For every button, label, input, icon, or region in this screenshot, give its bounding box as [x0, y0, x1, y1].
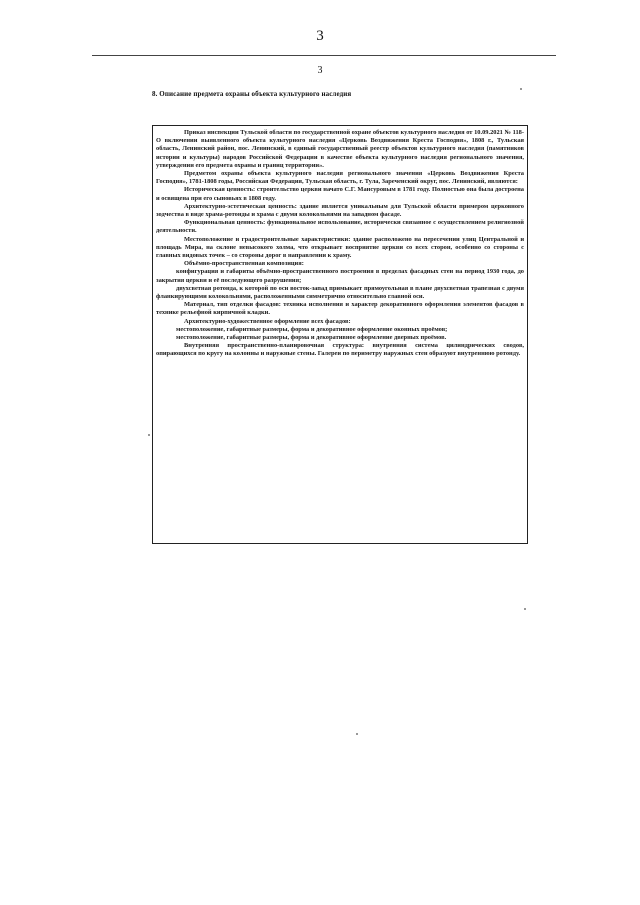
scan-speck — [148, 434, 150, 436]
paragraph-facades: Архитектурно-художественное оформление всех фасадов: — [184, 317, 351, 325]
paragraph-subject: Предметом охраны объекта культурного наследия регионального значения «Церковь Воздвижения Креста Господня», 1781-1808 годы, Российская Федерация, Тульская область, г. Тула, Зареченский округ, пос. Ленинский, являются: — [156, 170, 524, 186]
paragraph-architectural: Архитектурно-эстетическая ценность: здание является уникальным для Тульской области примером церковного зодчества в виде храма-ротонды и храма с двумя колокольнями на западном фасаде. — [156, 202, 524, 219]
scan-speck — [524, 608, 526, 610]
paragraph-historical: Историческая ценность: строительство церкви начато С.Г. Мансуровым в 1781 году. Полностью она была достроена и освящена при его сыновьях в 1808 году. — [156, 186, 524, 202]
paragraph-location: Местоположение и градостроительные характеристики: здание расположено на пересечении улиц Центральной и площадь Мира, на склоне невысокого холма, что открывает восприятие церкви со всех сторон, особенно со стороны с главных видовых точек – со стороны дорог в направлении к храму. — [156, 235, 524, 260]
page-number-inner: 3 — [317, 65, 323, 76]
section-heading: 8. Описание предмета охраны объекта культурного наследия — [152, 90, 352, 98]
header-rule — [92, 55, 556, 56]
page-number-top: 3 — [316, 28, 324, 44]
content-box — [152, 125, 528, 544]
paragraph-functional: Функциональная ценность: функциональное использование, исторически связанное с осуществлением религиозной деятельности. — [156, 219, 524, 235]
paragraph-interior: Внутренняя пространственно-планировочная структура: внутренняя система цилиндрических сводов, опирающихся по кругу на колонны и наружные стены. Галереи по периметру наружных стен образуют внутреннюю ротонду. — [156, 342, 524, 358]
paragraph-doors: местоположение, габаритные размеры, форма и декоративное оформление дверных проёмов. — [176, 334, 447, 342]
scan-speck — [520, 88, 522, 90]
paragraph-order: Приказ инспекции Тульской области по государственной охране объектов культурного наследия от 10.09.2021 № 118-О включении выявленного объекта культурного наследия «Церковь Воздвижения Креста Господня», 1808 г., Тульская область, Ленинский район, пос. Ленинский, в единый государственный реестр объектов культурного наследия (памятников истории и культуры) народов Российской Федерации в качестве объекта культурного наследия регионального значения, утверждении его предмета охраны и границ территории». — [156, 129, 524, 169]
paragraph-material: Материал, тип отделки фасадов: техника исполнения и характер декоративного оформления элементов фасадов в технике рельефной кирпичной кладки. — [156, 301, 524, 317]
paragraph-composition: Объёмно-пространственная композиция: — [184, 260, 304, 268]
paragraph-windows: местоположение, габаритные размеры, форма и декоративное оформление оконных проёмов; — [176, 325, 448, 333]
scan-speck — [356, 733, 358, 735]
paragraph-configuration: конфигурация и габариты объёмно-пространственного построения в пределах фасадных стен на период 1930 года, до закрытия церкви и её последующего разрушения; — [156, 268, 524, 284]
paragraph-rotunda: двухсветная ротонда, к которой по оси восток-запад примыкает прямоугольная в плане двухсветная трапезная с двумя фланкирующими колокольнями, расположенными симметрично относительно главной оси. — [156, 284, 524, 301]
